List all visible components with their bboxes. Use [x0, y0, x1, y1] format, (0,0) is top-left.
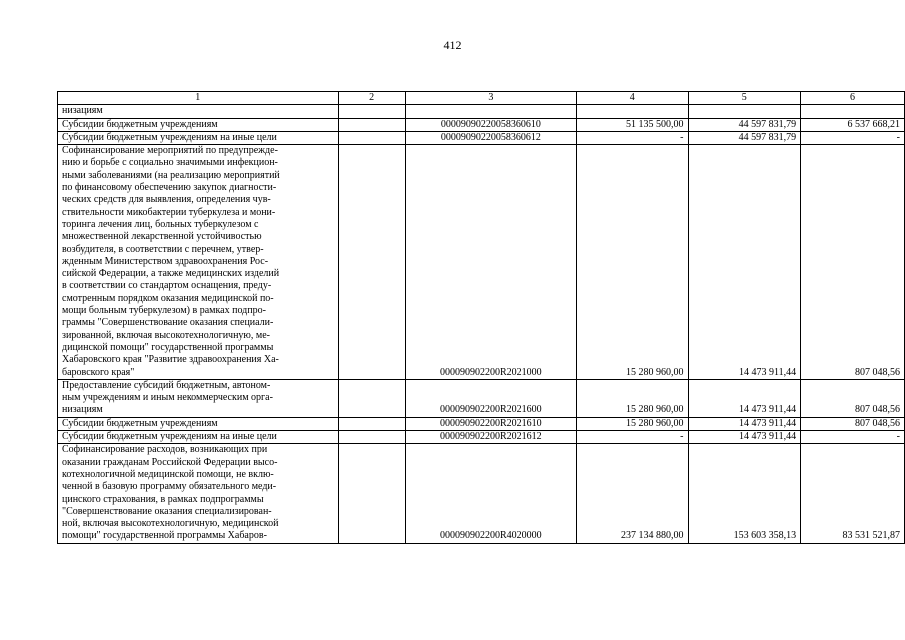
column-5-value: 153 603 358,13: [688, 444, 801, 543]
table-row: [58, 417, 905, 430]
column-2-cell: [338, 431, 405, 444]
budget-code-cell: 00009090220058360610: [405, 118, 576, 131]
column-header: 4: [576, 92, 688, 105]
column-6-value: 807 048,56: [801, 379, 905, 417]
row-description: [58, 444, 339, 543]
page-number: 412: [443, 38, 462, 52]
description-line: цинского страхования, в рамках подпрограммы: [62, 493, 264, 505]
column-2-cell: [338, 444, 405, 543]
description-line: ческих средств для выявления, определения чув-: [62, 194, 271, 206]
row-description: [58, 417, 339, 430]
description-line: Предоставление субсидий бюджетным, автоном-: [62, 379, 271, 391]
description-line: помощи" государственной программы Хабаров-: [62, 530, 267, 542]
column-6-value: 807 048,56: [801, 417, 905, 430]
description-line: ными заболеваниями (на реализацию мероприятий: [62, 169, 280, 181]
column-5-value: [688, 105, 801, 118]
column-4-value: 237 134 880,00: [576, 444, 688, 543]
description-line: котехнологичной медицинской помощи, не вклю-: [62, 468, 274, 480]
table-header-row: [58, 92, 905, 105]
column-2-cell: [338, 417, 405, 430]
column-2-cell: [338, 105, 405, 118]
table-row: [58, 105, 905, 118]
column-2-cell: [338, 118, 405, 131]
budget-code-cell: [405, 105, 576, 118]
description-line: граммы "Совершенствование оказания специали-: [62, 317, 274, 329]
column-5-value: 44 597 831,79: [688, 118, 801, 131]
column-6-value: -: [801, 131, 905, 144]
column-6-value: -: [801, 431, 905, 444]
description-line: по финансовому обеспечению закупок диагности-: [62, 182, 277, 194]
column-4-value: 15 280 960,00: [576, 417, 688, 430]
description-line: ствительности микобактерии туберкулеза и мони-: [62, 206, 276, 218]
description-line: жденным Министерством здравоохранения Рос-: [62, 255, 269, 267]
description-line: зированной, включая высокотехнологичную, ме-: [62, 329, 270, 341]
column-2-cell: [338, 131, 405, 144]
budget-table: [57, 91, 905, 544]
budget-code-cell: 000090902200R2021612: [405, 431, 576, 444]
table-row: [58, 131, 905, 144]
column-header: 2: [338, 92, 405, 105]
description-line: Софинансирование мероприятий по предупрежде-: [62, 145, 278, 157]
column-header: 6: [801, 92, 905, 105]
description-line: дицинской помощи" государственной программы: [62, 341, 274, 353]
description-line: низациям: [62, 105, 103, 117]
column-4-value: 15 280 960,00: [576, 145, 688, 380]
column-6-value: 6 537 668,21: [801, 118, 905, 131]
column-4-value: [576, 105, 688, 118]
column-4-value: 51 135 500,00: [576, 118, 688, 131]
budget-code-cell: 000090902200R4020000: [405, 444, 576, 543]
description-line: Субсидии бюджетным учреждениям на иные цели: [62, 431, 277, 443]
description-line: мощи больным туберкулезом) в рамках подпро-: [62, 305, 266, 317]
column-5-value: 14 473 911,44: [688, 379, 801, 417]
column-4-value: -: [576, 131, 688, 144]
budget-code-cell: 000090902200R2021600: [405, 379, 576, 417]
description-line: Субсидии бюджетным учреждениям на иные цели: [62, 131, 277, 143]
description-line: ным учреждениям и иным некоммерческим орга-: [62, 392, 273, 404]
description-line: в соответствии со стандартом оснащения, преду-: [62, 280, 272, 292]
budget-code-cell: 000090902200R2021000: [405, 145, 576, 380]
column-5-value: 44 597 831,79: [688, 131, 801, 144]
table-row: [58, 145, 905, 380]
description-line: ной, включая высокотехнологичную, медицинской: [62, 518, 279, 530]
row-description: [58, 131, 339, 144]
column-5-value: 14 473 911,44: [688, 431, 801, 444]
description-line: Софинансирование расходов, возникающих при: [62, 444, 268, 456]
description-line: Субсидии бюджетным учреждениям: [62, 118, 218, 130]
table-row: [58, 379, 905, 417]
column-5-value: 14 473 911,44: [688, 145, 801, 380]
description-line: множественной лекарственной устойчивостью: [62, 231, 262, 243]
row-description: [58, 431, 339, 444]
description-line: возбудителя, в соответствии с перечнем, утвер-: [62, 243, 264, 255]
description-line: Хабаровского края "Развитие здравоохранения Ха-: [62, 354, 279, 366]
budget-code-cell: 00009090220058360612: [405, 131, 576, 144]
column-6-value: 807 048,56: [801, 145, 905, 380]
column-5-value: 14 473 911,44: [688, 417, 801, 430]
description-line: баровского края": [62, 366, 135, 378]
table-row: [58, 444, 905, 543]
description-line: торинга лечения лиц, больных туберкулезом с: [62, 218, 259, 230]
row-description: [58, 105, 339, 118]
column-2-cell: [338, 379, 405, 417]
description-line: ченной в базовую программу обязательного меди-: [62, 481, 277, 493]
column-header: 3: [405, 92, 576, 105]
column-header: 5: [688, 92, 801, 105]
column-2-cell: [338, 145, 405, 380]
row-description: [58, 118, 339, 131]
description-line: нию и борьбе с социально значимыми инфекцион-: [62, 157, 278, 169]
row-description: [58, 379, 339, 417]
column-header: 1: [58, 92, 339, 105]
description-line: Субсидии бюджетным учреждениям: [62, 417, 218, 429]
column-4-value: 15 280 960,00: [576, 379, 688, 417]
column-4-value: -: [576, 431, 688, 444]
table-row: [58, 431, 905, 444]
description-line: смотренным порядком оказания медицинской по-: [62, 292, 274, 304]
description-line: "Совершенствование оказания специализирован-: [62, 505, 272, 517]
description-line: сийской Федерации, а также медицинских изделий: [62, 268, 280, 280]
description-line: оказании гражданам Российской Федерации высо-: [62, 456, 278, 468]
table-row: [58, 118, 905, 131]
column-6-value: 83 531 521,87: [801, 444, 905, 543]
description-line: низациям: [62, 404, 103, 416]
column-6-value: [801, 105, 905, 118]
row-description: [58, 145, 339, 380]
budget-code-cell: 000090902200R2021610: [405, 417, 576, 430]
